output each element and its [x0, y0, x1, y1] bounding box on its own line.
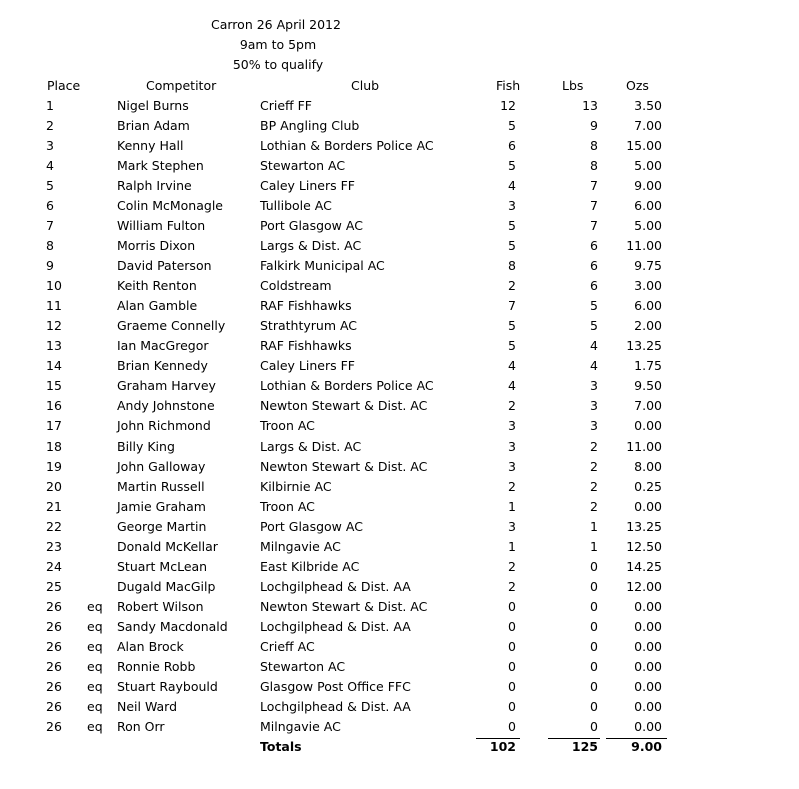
competitor-name: Ralph Irvine [117, 178, 192, 193]
fish-count: 2 [508, 579, 516, 594]
fish-count: 2 [508, 278, 516, 293]
header-place: Place [47, 78, 81, 93]
place-cell: 20 [46, 479, 62, 494]
lbs-value: 6 [590, 278, 598, 293]
place-cell: 9 [46, 258, 54, 273]
ozs-value: 0.00 [634, 659, 662, 674]
fish-count: 5 [508, 218, 516, 233]
lbs-value: 2 [590, 459, 598, 474]
ozs-value: 0.00 [634, 719, 662, 734]
ozs-value: 9.00 [634, 178, 662, 193]
competitor-name: John Richmond [117, 418, 211, 433]
place-cell: 24 [46, 559, 62, 574]
place-cell: 26 [46, 659, 62, 674]
lbs-value: 0 [590, 639, 598, 654]
place-cell: 10 [46, 278, 62, 293]
competitor-name: Graham Harvey [117, 378, 216, 393]
fish-count: 0 [508, 699, 516, 714]
ozs-value: 0.00 [634, 619, 662, 634]
fish-count: 0 [508, 679, 516, 694]
club-name: Newton Stewart & Dist. AC [260, 459, 428, 474]
ozs-value: 14.25 [626, 559, 662, 574]
club-name: Lothian & Borders Police AC [260, 138, 434, 153]
place-cell: 7 [46, 218, 54, 233]
place-cell: 12 [46, 318, 62, 333]
place-cell: 13 [46, 338, 62, 353]
club-name: Caley Liners FF [260, 358, 355, 373]
competitor-name: Ian MacGregor [117, 338, 209, 353]
competitor-name: George Martin [117, 519, 207, 534]
ozs-value: 12.00 [626, 579, 662, 594]
competitor-name: Andy Johnstone [117, 398, 215, 413]
ozs-value: 7.00 [634, 118, 662, 133]
fish-count: 3 [508, 418, 516, 433]
eq-marker: eq [87, 659, 103, 674]
ozs-value: 0.00 [634, 599, 662, 614]
lbs-value: 0 [590, 719, 598, 734]
lbs-value: 2 [590, 499, 598, 514]
fish-count: 4 [508, 358, 516, 373]
qualify-note: 50% to qualify [232, 57, 324, 72]
lbs-value: 3 [590, 418, 598, 433]
ozs-value: 13.25 [626, 338, 662, 353]
lbs-value: 0 [590, 679, 598, 694]
club-name: East Kilbride AC [260, 559, 360, 574]
competitor-name: Dugald MacGilp [117, 579, 216, 594]
competitor-name: Billy King [117, 439, 175, 454]
place-cell: 6 [46, 198, 54, 213]
place-cell: 26 [46, 619, 62, 634]
fish-count: 2 [508, 479, 516, 494]
ozs-value: 3.50 [634, 98, 662, 113]
competitor-name: Ron Orr [117, 719, 165, 734]
ozs-value: 1.75 [634, 358, 662, 373]
club-name: Stewarton AC [260, 158, 346, 173]
place-cell: 26 [46, 719, 62, 734]
lbs-value: 6 [590, 258, 598, 273]
ozs-value: 7.00 [634, 398, 662, 413]
club-name: Newton Stewart & Dist. AC [260, 599, 428, 614]
ozs-value: 15.00 [626, 138, 662, 153]
ozs-value: 0.00 [634, 639, 662, 654]
lbs-value: 13 [582, 98, 598, 113]
club-name: RAF Fishhawks [260, 338, 352, 353]
fish-count: 0 [508, 639, 516, 654]
lbs-value: 6 [590, 238, 598, 253]
place-cell: 25 [46, 579, 62, 594]
ozs-value: 8.00 [634, 459, 662, 474]
competitor-name: Jamie Graham [117, 499, 206, 514]
header-lbs: Lbs [562, 78, 584, 93]
lbs-value: 7 [590, 198, 598, 213]
fish-count: 4 [508, 378, 516, 393]
fish-count: 0 [508, 599, 516, 614]
lbs-value: 7 [590, 178, 598, 193]
club-name: BP Angling Club [260, 118, 360, 133]
place-cell: 19 [46, 459, 62, 474]
fish-count: 2 [508, 559, 516, 574]
competitor-name: Sandy Macdonald [117, 619, 228, 634]
ozs-value: 0.00 [634, 418, 662, 433]
competitor-name: William Fulton [117, 218, 206, 233]
ozs-value: 0.00 [634, 499, 662, 514]
lbs-value: 1 [590, 519, 598, 534]
competitor-name: Kenny Hall [117, 138, 184, 153]
totals-label: Totals [260, 739, 302, 754]
fish-count: 5 [508, 158, 516, 173]
lbs-value: 5 [590, 298, 598, 313]
club-name: Troon AC [260, 418, 315, 433]
club-name: Coldstream [260, 278, 332, 293]
ozs-value: 0.00 [634, 699, 662, 714]
place-cell: 14 [46, 358, 62, 373]
header-ozs: Ozs [626, 78, 649, 93]
lbs-value: 0 [590, 699, 598, 714]
place-cell: 26 [46, 699, 62, 714]
club-name: Milngavie AC [260, 719, 341, 734]
fish-count: 12 [500, 98, 516, 113]
fish-count: 7 [508, 298, 516, 313]
competitor-name: Alan Gamble [117, 298, 198, 313]
club-name: Lochgilphead & Dist. AA [260, 619, 411, 634]
competitor-name: David Paterson [117, 258, 212, 273]
lbs-value: 5 [590, 318, 598, 333]
club-name: Kilbirnie AC [260, 479, 332, 494]
ozs-value: 3.00 [634, 278, 662, 293]
ozs-value: 9.75 [634, 258, 662, 273]
eq-marker: eq [87, 699, 103, 714]
place-cell: 26 [46, 599, 62, 614]
competitor-name: Robert Wilson [117, 599, 204, 614]
competitor-name: Keith Renton [117, 278, 197, 293]
competitor-name: Donald McKellar [117, 539, 218, 554]
club-name: Largs & Dist. AC [260, 439, 362, 454]
lbs-value: 8 [590, 158, 598, 173]
place-cell: 1 [46, 98, 54, 113]
club-name: Troon AC [260, 499, 315, 514]
competitor-name: Stuart Raybould [117, 679, 218, 694]
fish-count: 5 [508, 118, 516, 133]
ozs-value: 0.00 [634, 679, 662, 694]
fish-count: 3 [508, 198, 516, 213]
club-name: Lochgilphead & Dist. AA [260, 579, 411, 594]
lbs-value: 0 [590, 659, 598, 674]
fish-count: 3 [508, 519, 516, 534]
club-name: RAF Fishhawks [260, 298, 352, 313]
competitor-name: Nigel Burns [117, 98, 189, 113]
eq-marker: eq [87, 619, 103, 634]
totals-ozs: 9.00 [631, 739, 662, 754]
club-name: Newton Stewart & Dist. AC [260, 398, 428, 413]
fish-count: 4 [508, 178, 516, 193]
ozs-value: 0.25 [634, 479, 662, 494]
place-cell: 3 [46, 138, 54, 153]
competitor-name: Brian Adam [117, 118, 190, 133]
competitor-name: John Galloway [117, 459, 206, 474]
ozs-value: 13.25 [626, 519, 662, 534]
lbs-value: 0 [590, 579, 598, 594]
totals-lbs: 125 [571, 739, 598, 754]
ozs-value: 9.50 [634, 378, 662, 393]
competitor-name: Neil Ward [117, 699, 178, 714]
fish-count: 8 [508, 258, 516, 273]
lbs-value: 2 [590, 479, 598, 494]
ozs-value: 6.00 [634, 298, 662, 313]
club-name: Crieff FF [260, 98, 312, 113]
club-name: Glasgow Post Office FFC [260, 679, 411, 694]
place-cell: 17 [46, 418, 62, 433]
lbs-value: 3 [590, 378, 598, 393]
place-cell: 2 [46, 118, 54, 133]
lbs-value: 8 [590, 138, 598, 153]
lbs-value: 1 [590, 539, 598, 554]
lbs-value: 4 [590, 358, 598, 373]
competitor-name: Stuart McLean [117, 559, 208, 574]
competitor-name: Alan Brock [117, 639, 184, 654]
lbs-value: 0 [590, 559, 598, 574]
fish-count: 0 [508, 659, 516, 674]
competitor-name: Colin McMonagle [117, 198, 223, 213]
ozs-value: 2.00 [634, 318, 662, 333]
lbs-value: 0 [590, 599, 598, 614]
club-name: Milngavie AC [260, 539, 341, 554]
place-cell: 18 [46, 439, 62, 454]
place-cell: 8 [46, 238, 54, 253]
fish-count: 5 [508, 318, 516, 333]
eq-marker: eq [87, 599, 103, 614]
ozs-value: 11.00 [626, 238, 662, 253]
club-name: Crieff AC [260, 639, 315, 654]
ozs-value: 5.00 [634, 158, 662, 173]
place-cell: 26 [46, 639, 62, 654]
fish-count: 0 [508, 619, 516, 634]
event-hours: 9am to 5pm [239, 37, 317, 52]
club-name: Falkirk Municipal AC [260, 258, 385, 273]
club-name: Port Glasgow AC [260, 218, 363, 233]
place-cell: 16 [46, 398, 62, 413]
club-name: Stewarton AC [260, 659, 346, 674]
place-cell: 22 [46, 519, 62, 534]
place-cell: 15 [46, 378, 62, 393]
lbs-value: 9 [590, 118, 598, 133]
fish-count: 1 [508, 539, 516, 554]
club-name: Strathtyrum AC [260, 318, 358, 333]
competitor-name: Morris Dixon [117, 238, 196, 253]
place-cell: 26 [46, 679, 62, 694]
competitor-name: Graeme Connelly [117, 318, 226, 333]
fish-count: 5 [508, 238, 516, 253]
totals-fish: 102 [489, 739, 516, 754]
header-competitor: Competitor [146, 78, 217, 93]
lbs-value: 7 [590, 218, 598, 233]
lbs-value: 3 [590, 398, 598, 413]
fish-count: 0 [508, 719, 516, 734]
place-cell: 4 [46, 158, 54, 173]
fish-count: 2 [508, 398, 516, 413]
fish-count: 3 [508, 459, 516, 474]
competitor-name: Martin Russell [117, 479, 205, 494]
ozs-value: 11.00 [626, 439, 662, 454]
eq-marker: eq [87, 639, 103, 654]
club-name: Caley Liners FF [260, 178, 355, 193]
competitor-name: Mark Stephen [117, 158, 204, 173]
eq-marker: eq [87, 679, 103, 694]
fish-count: 5 [508, 338, 516, 353]
place-cell: 21 [46, 499, 62, 514]
ozs-value: 6.00 [634, 198, 662, 213]
ozs-value: 5.00 [634, 218, 662, 233]
header-fish: Fish [496, 78, 521, 93]
fish-count: 3 [508, 439, 516, 454]
header-club: Club [351, 78, 380, 93]
fish-count: 1 [508, 499, 516, 514]
place-cell: 5 [46, 178, 54, 193]
club-name: Port Glasgow AC [260, 519, 363, 534]
lbs-value: 4 [590, 338, 598, 353]
club-name: Lochgilphead & Dist. AA [260, 699, 411, 714]
place-cell: 23 [46, 539, 62, 554]
club-name: Lothian & Borders Police AC [260, 378, 434, 393]
lbs-value: 0 [590, 619, 598, 634]
lbs-value: 2 [590, 439, 598, 454]
competitor-name: Ronnie Robb [117, 659, 196, 674]
fish-count: 6 [508, 138, 516, 153]
competitor-name: Brian Kennedy [117, 358, 208, 373]
event-title: Carron 26 April 2012 [211, 17, 341, 32]
place-cell: 11 [46, 298, 62, 313]
ozs-value: 12.50 [626, 539, 662, 554]
club-name: Tullibole AC [260, 198, 332, 213]
club-name: Largs & Dist. AC [260, 238, 362, 253]
eq-marker: eq [87, 719, 103, 734]
